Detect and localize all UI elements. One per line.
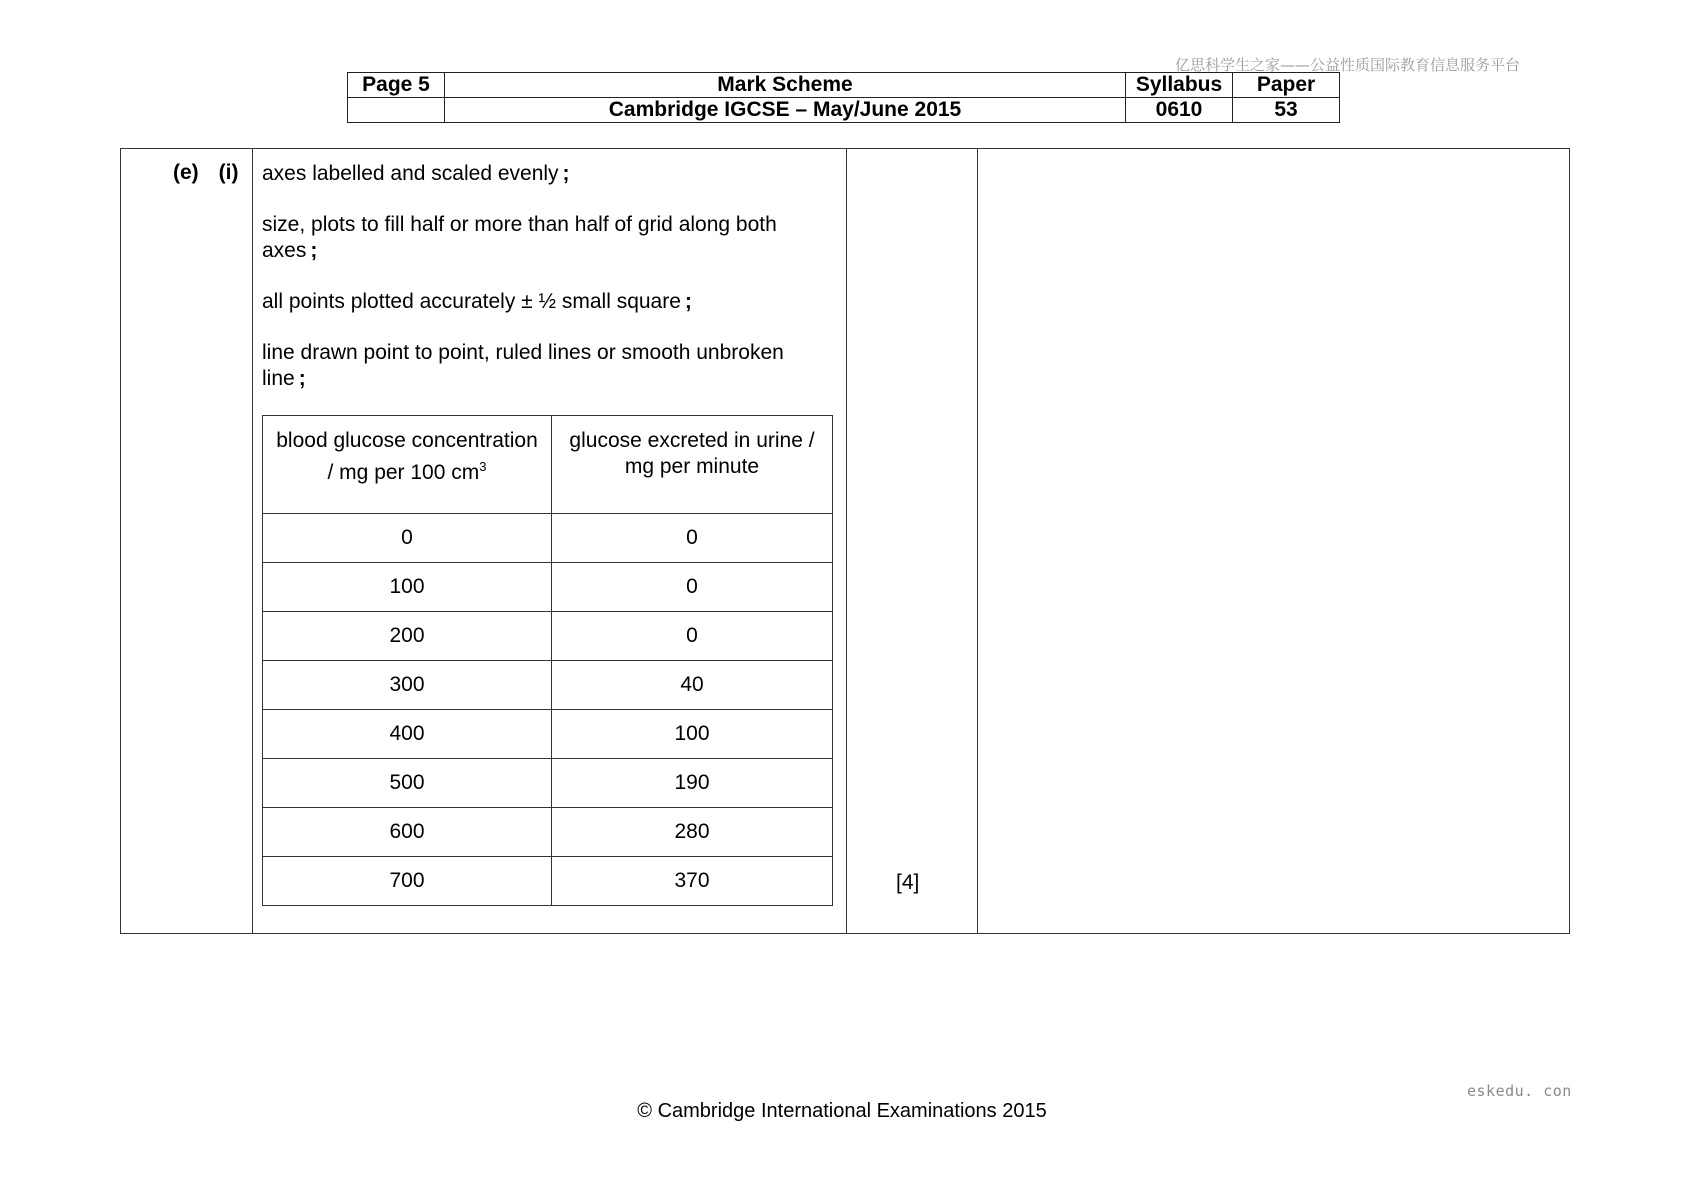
- watermark-bottom: eskedu. con: [1467, 1082, 1572, 1100]
- table-cell: 300: [263, 661, 552, 710]
- question-subpart: (i): [218, 161, 239, 184]
- table-cell: 0: [552, 514, 833, 563]
- table-row: [263, 759, 833, 808]
- question-reference: [173, 161, 239, 185]
- table-cell: 700: [263, 857, 552, 906]
- column-divider: [977, 149, 978, 933]
- table-cell: 40: [552, 661, 833, 710]
- table-cell: 200: [263, 612, 552, 661]
- table-cell: 600: [263, 808, 552, 857]
- glucose-data-table: [262, 415, 833, 906]
- table-cell: 0: [552, 612, 833, 661]
- table-cell: 0: [552, 563, 833, 612]
- answer-point: all points plotted accurately ± ½ small square ;: [262, 290, 692, 313]
- marks-awarded: [4]: [896, 871, 920, 894]
- table-row: [263, 857, 833, 906]
- table-cell: 0: [263, 514, 552, 563]
- mark-scheme-frame: [120, 148, 1570, 934]
- table-row: [263, 514, 833, 563]
- watermark-top: 亿思科学生之家——公益性质国际教育信息服务平台: [1175, 56, 1521, 74]
- table-row: [263, 710, 833, 759]
- paper-number: 53: [1233, 98, 1340, 123]
- table-cell: 280: [552, 808, 833, 857]
- question-part: (e): [173, 161, 199, 184]
- syllabus-code: 0610: [1126, 98, 1233, 123]
- paper-label: Paper: [1233, 73, 1340, 98]
- answer-point: size, plots to fill half or more than half of grid along both axes ;: [262, 213, 777, 262]
- header-empty-cell: [348, 98, 445, 123]
- table-cell: 370: [552, 857, 833, 906]
- table-cell: 100: [552, 710, 833, 759]
- syllabus-label: Syllabus: [1126, 73, 1233, 98]
- table-row: [263, 612, 833, 661]
- col-header-blood-glucose: blood glucose concentration / mg per 100 $cm^3$: [263, 416, 552, 514]
- table-row: [263, 563, 833, 612]
- copyright-footer: © Cambridge International Examinations 2015: [637, 1100, 1047, 1122]
- answer-point: line drawn point to point, ruled lines or smooth unbroken line ;: [262, 341, 784, 390]
- header-title: Mark Scheme: [445, 73, 1126, 98]
- answer-point: axes labelled and scaled evenly ;: [262, 162, 570, 185]
- page-header-table: [347, 72, 1340, 123]
- col-header-glucose-excreted: glucose excreted in urine / mg per minute: [552, 416, 833, 514]
- page-number: Page 5: [348, 73, 445, 98]
- table-cell: 190: [552, 759, 833, 808]
- table-row: [263, 808, 833, 857]
- table-cell: 100: [263, 563, 552, 612]
- column-divider: [846, 149, 847, 933]
- table-cell: 400: [263, 710, 552, 759]
- answer-points: [262, 161, 822, 417]
- table-cell: 500: [263, 759, 552, 808]
- header-subtitle: Cambridge IGCSE – May/June 2015: [445, 98, 1126, 123]
- table-row: [263, 661, 833, 710]
- column-divider: [252, 149, 253, 933]
